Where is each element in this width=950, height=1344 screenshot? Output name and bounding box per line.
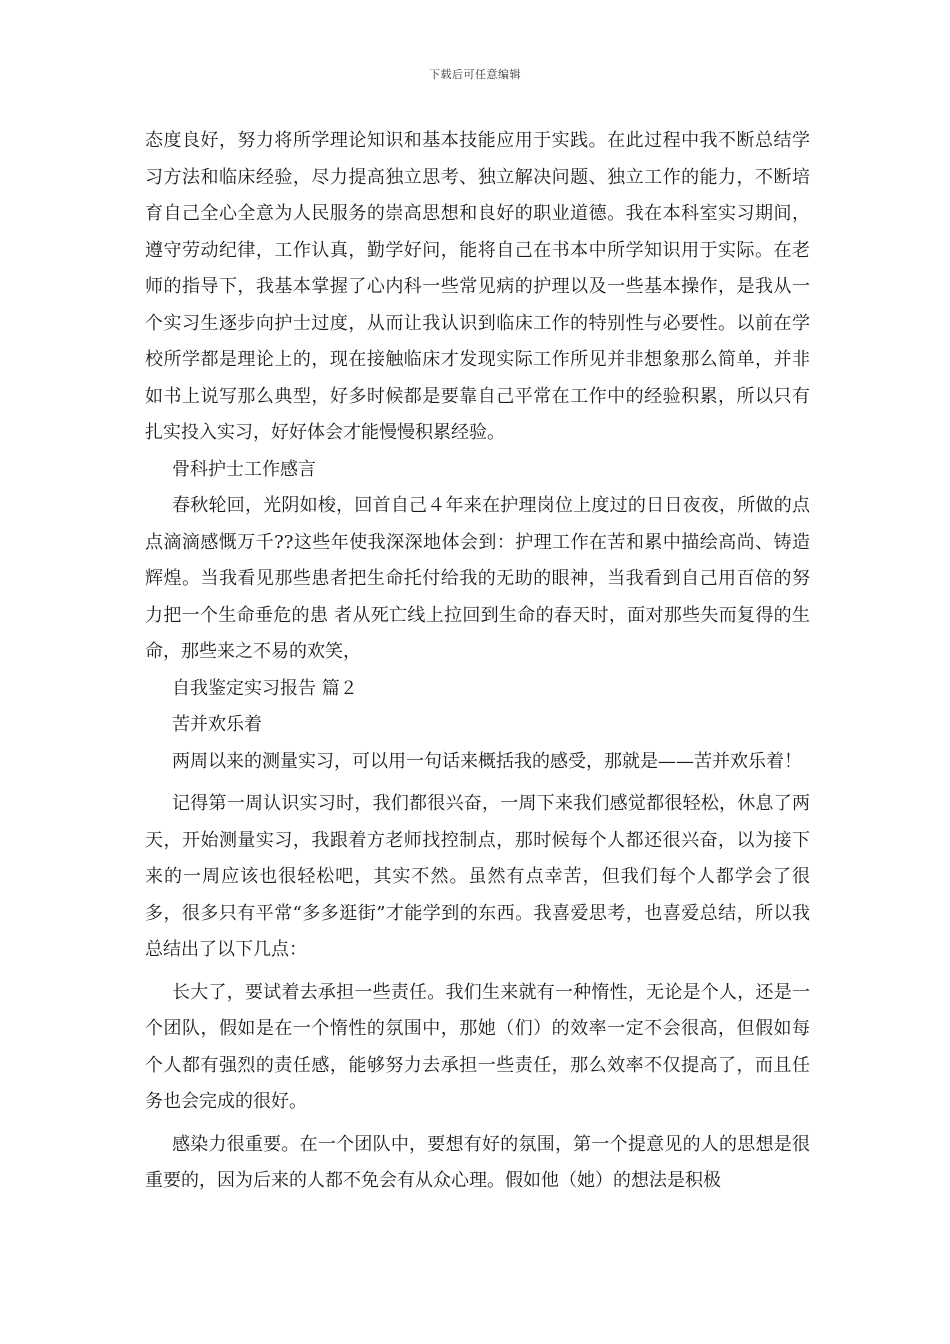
section-heading-orthopedic: 骨科护士工作感言 xyxy=(172,458,316,480)
paragraph-practice-attitude: 态度良好，努力将所学理论知识和基本技能应用于实践。在此过程中我不断总结学习方法和临床经验，尽力提高独立思考、独立解决问题、独立工作的能力，不断培育自己全心全意为人民服务的崇高思想和良好的职业道德。我在本科室实习期间，遵守劳动纪律，工作认真，勤学好问，能将自己在书本中所学知识用于实际。在老师的指导下，我基本掌握了心内科一些常见病的护理以及一些基本操作，是我从一个实习生逐步向护士过度，从而让我认识到临床工作的特别性与必要性。以前在学校所学都是理论上的，现在接触临床才发现实际工作所见并非想象那么简单，并非如书上说写那么典型，好多时候都是要靠自己平常在工作中的经验积累，所以只有扎实投入实习，好好体会才能慢慢积累经验。 xyxy=(145,130,810,443)
page-header: 下载后可任意编辑 xyxy=(429,68,521,81)
paragraph-orthopedic-reflection: 春秋轮回，光阴如梭，回首自己４年来在护理岗位上度过的日日夜夜，所做的点点滴滴感慨万千??这些年使我深深地体会到：护理工作在苦和累中描绘高尚、铸造辉煌。当我看见那些患者把生命托付给我的无助的眼神，当我看到自己用百倍的努力把一个生命垂危的患 者从死亡线上拉回到生命的春天时，面对那些失而复得的生命，那些来之不易的欢笑， xyxy=(145,495,810,662)
section-heading-report-2: 自我鉴定实习报告 篇２ xyxy=(172,677,358,699)
paragraph-first-week: 记得第一周认识实习时，我们都很兴奋，一周下来我们感觉都很轻松，休息了两天，开始测量实习，我跟着方老师找控制点，那时候每个人都还很兴奋，以为接下来的一周应该也很轻松吧，其实不然。虽然有点幸苦，但我们每个人都学会了很多，很多只有平常“多多逛街”才能学到的东西。我喜爱思考，也喜爱总结，所以我总结出了以下几点： xyxy=(145,793,810,960)
paragraph-responsibility: 长大了，要试着去承担一些责任。我们生来就有一种惰性，无论是个人，还是一个团队，假如是在一个惰性的氛围中，那她（们）的效率一定不会很高，但假如每个人都有强烈的责任感，能够努力去承担一些责任，那么效率不仅提高了，而且任务也会完成的很好。 xyxy=(145,981,810,1112)
paragraph-two-weeks: 两周以来的测量实习，可以用一句话来概括我的感受，那就是——苦并欢乐着！ xyxy=(172,750,802,772)
section-subheading: 苦并欢乐着 xyxy=(172,714,262,735)
document-body xyxy=(145,123,810,1200)
paragraph-influence: 感染力很重要。在一个团队中，要想有好的氛围，第一个提意见的人的思想是很重要的，因为后来的人都不免会有从众心理。假如他（她）的想法是积极 xyxy=(145,1133,810,1191)
